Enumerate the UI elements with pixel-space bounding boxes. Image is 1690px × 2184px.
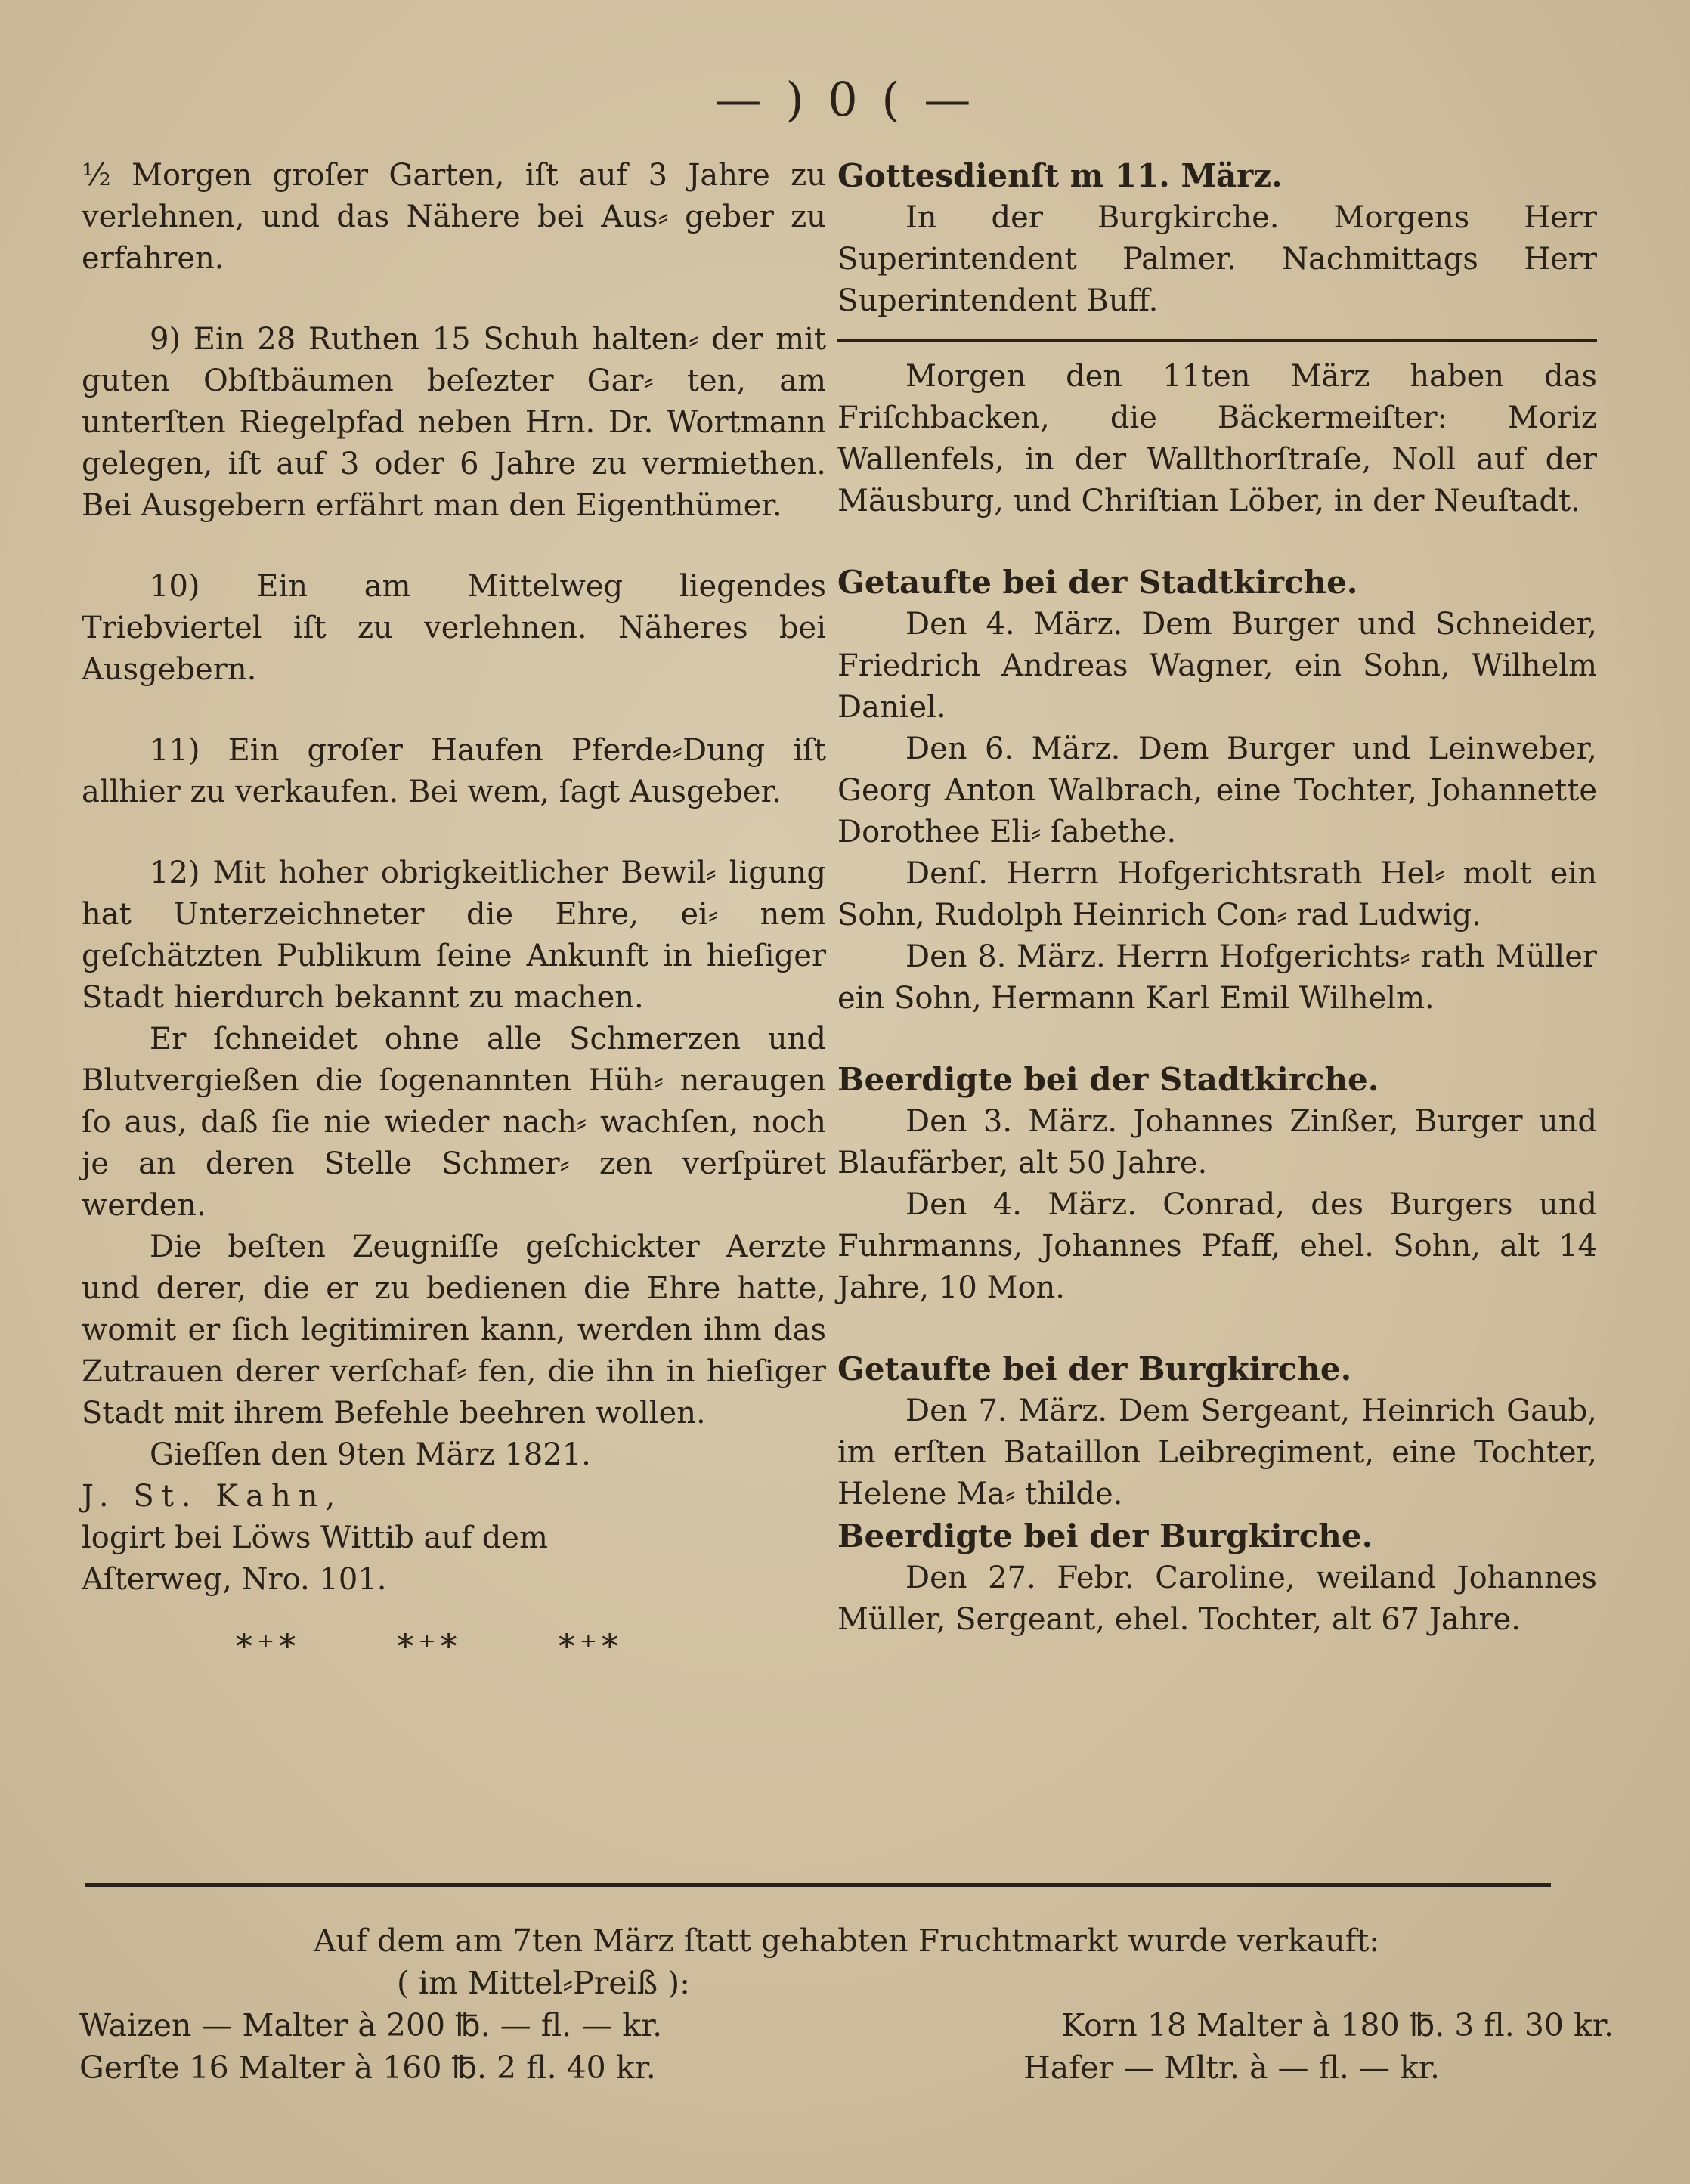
baptism-entry: Den 6. März. Dem Burger und Leinweber, Georg Anton Walbrach, eine Tochter, Johannette Dorothee Eli⸗ ſabethe. (837, 732, 1597, 849)
market-row (79, 2046, 1614, 2089)
baptisms-town-church (837, 561, 1597, 1019)
notice-11 (82, 730, 826, 813)
signature-address-2: Aſterweg, Nro. 101. (82, 1562, 387, 1597)
burial-entry: Den 27. Febr. Caroline, weiland Johannes Müller, Sergeant, ehel. Tochter, alt 67 Jahre. (837, 1561, 1597, 1637)
notice-garden-text: ½ Morgen groſer Garten, iſt auf 3 Jahre zu verlehnen, und das Nähere bei Aus⸗ geber zu erfahren. (82, 158, 826, 276)
notice-12-text-3: Die beſten Zeugniſſe geſchickter Aerzte und derer, die er zu bedienen die Ehre hatte, womit er ſich legitimiren kann, werden ihm das Zutrauen derer verſchaf⸗ fen, die ihn in hieſiger Stadt mit ihrem Befehle beehren wollen. (82, 1230, 826, 1431)
notice-10 (82, 566, 826, 691)
section-rule (837, 339, 1597, 342)
signature-name: J. St. Kahn, (82, 1479, 343, 1514)
asterism-divider (187, 1628, 671, 1666)
market-row (79, 2004, 1614, 2046)
asterism: *⁺* (397, 1628, 462, 1666)
market-hafer: Hafer — Mltr. à — fl. — kr. (1023, 2049, 1440, 2086)
notice-9-text: 9) Ein 28 Ruthen 15 Schuh halten⸗ der mit guten Obſtbäumen beſezter Gar⸗ ten, am unterſten Riegelpfad neben Hrn. Dr. Wortmann gelegen, iſt auf 3 oder 6 Jahre zu vermiethen. Bei Ausgebern erfährt man den Eigenthümer. (82, 322, 826, 523)
church-service (837, 155, 1597, 322)
page-rule (85, 1883, 1551, 1887)
baking-notice-text: Morgen den 11ten März haben das Friſchbacken, die Bäckermeiſter: Moriz Wallenfels, in der Wallthorſtraſe, Noll auf der Mäusburg, und Chriſtian Löber, in der Neuſtadt. (837, 359, 1597, 518)
market-subtitle: ( im Mittel⸗Preiß ): (397, 1965, 690, 2001)
notice-12-text-2: Er ſchneidet ohne alle Schmerzen und Blutvergießen die ſogenannten Hüh⸗ neraugen ſo aus, daß ſie nie wieder nach⸗ wachſen, noch je an deren Stelle Schmer⸗ zen verſpüret werden. (82, 1022, 826, 1223)
burials-town-church (837, 1059, 1597, 1309)
notice-12 (82, 852, 826, 1601)
church-service-text: In der Burgkirche. Morgens Herr Superintendent Palmer. Nachmittags Herr Superintendent Buff. (837, 200, 1597, 318)
baptism-entry: Den 8. März. Herrn Hofgerichts⸗ rath Müller ein Sohn, Hermann Karl Emil Wilhelm. (837, 939, 1597, 1016)
asterism: *⁺* (236, 1628, 301, 1666)
page-number: — ) 0 ( — (714, 72, 976, 127)
baptisms-castle-heading: Getaufte bei der Burgkirche. (837, 1350, 1352, 1387)
burials-town-heading: Beerdigte bei der Stadtkirche. (837, 1061, 1379, 1098)
notice-9 (82, 319, 826, 527)
grain-market (79, 1920, 1614, 2089)
market-intro: Auf dem am 7ten März ſtatt gehabten Fruchtmarkt wurde verkauft: (313, 1923, 1380, 1959)
market-waizen: Waizen — Malter à 200 ℔. — fl. — kr. (79, 2007, 663, 2043)
notice-12-text: 12) Mit hoher obrigkeitlicher Bewil⸗ ligung hat Unterzeichneter die Ehre, ei⸗ nem geſchätzten Publikum ſeine Ankunft in hieſiger Stadt hierdurch bekannt zu machen. (82, 855, 826, 1015)
left-column (82, 155, 826, 1666)
signature-address-1: logirt bei Löws Wittib auf dem (82, 1520, 548, 1555)
church-service-heading: Gottesdienſt m 11. März. (837, 157, 1283, 194)
baptism-entry: Den 7. März. Dem Sergeant, Heinrich Gaub, im erſten Bataillon Leibregiment, eine Tochter, Helene Ma⸗ thilde. (837, 1394, 1597, 1511)
notice-10-text: 10) Ein am Mittelweg liegendes Triebviertel iſt zu verlehnen. Näheres bei Ausgebern. (82, 569, 826, 687)
market-gerste: Gerſte 16 Malter à 160 ℔. 2 fl. 40 kr. (79, 2049, 656, 2086)
baking-notice (837, 356, 1597, 522)
asterism: *⁺* (558, 1628, 623, 1666)
burials-castle-heading: Beerdigte bei der Burgkirche. (837, 1517, 1373, 1554)
baptism-entry: Den 4. März. Dem Burger und Schneider, Friedrich Andreas Wagner, ein Sohn, Wilhelm Daniel. (837, 607, 1597, 725)
baptisms-castle-church (837, 1348, 1597, 1641)
baptism-entry: Denſ. Herrn Hofgerichtsrath Hel⸗ molt ein Sohn, Rudolph Heinrich Con⸗ rad Ludwig. (837, 856, 1597, 933)
notice-11-text: 11) Ein groſer Haufen Pferde⸗Dung iſt allhier zu verkaufen. Bei wem, ſagt Ausgeber. (82, 733, 826, 809)
notice-garden (82, 155, 826, 280)
burial-entry: Den 4. März. Conrad, des Burgers und Fuhrmanns, Johannes Pfaff, ehel. Sohn, alt 14 Jahre, 10 Mon. (837, 1187, 1597, 1305)
market-korn: Korn 18 Malter à 180 ℔. 3 fl. 30 kr. (1061, 2007, 1614, 2043)
baptisms-town-heading: Getaufte bei der Stadtkirche. (837, 564, 1358, 601)
right-column (837, 155, 1597, 1641)
burial-entry: Den 3. März. Johannes Zinßer, Burger und Blaufärber, alt 50 Jahre. (837, 1104, 1597, 1180)
notice-12-date: Gieſſen den 9ten März 1821. (150, 1437, 591, 1472)
